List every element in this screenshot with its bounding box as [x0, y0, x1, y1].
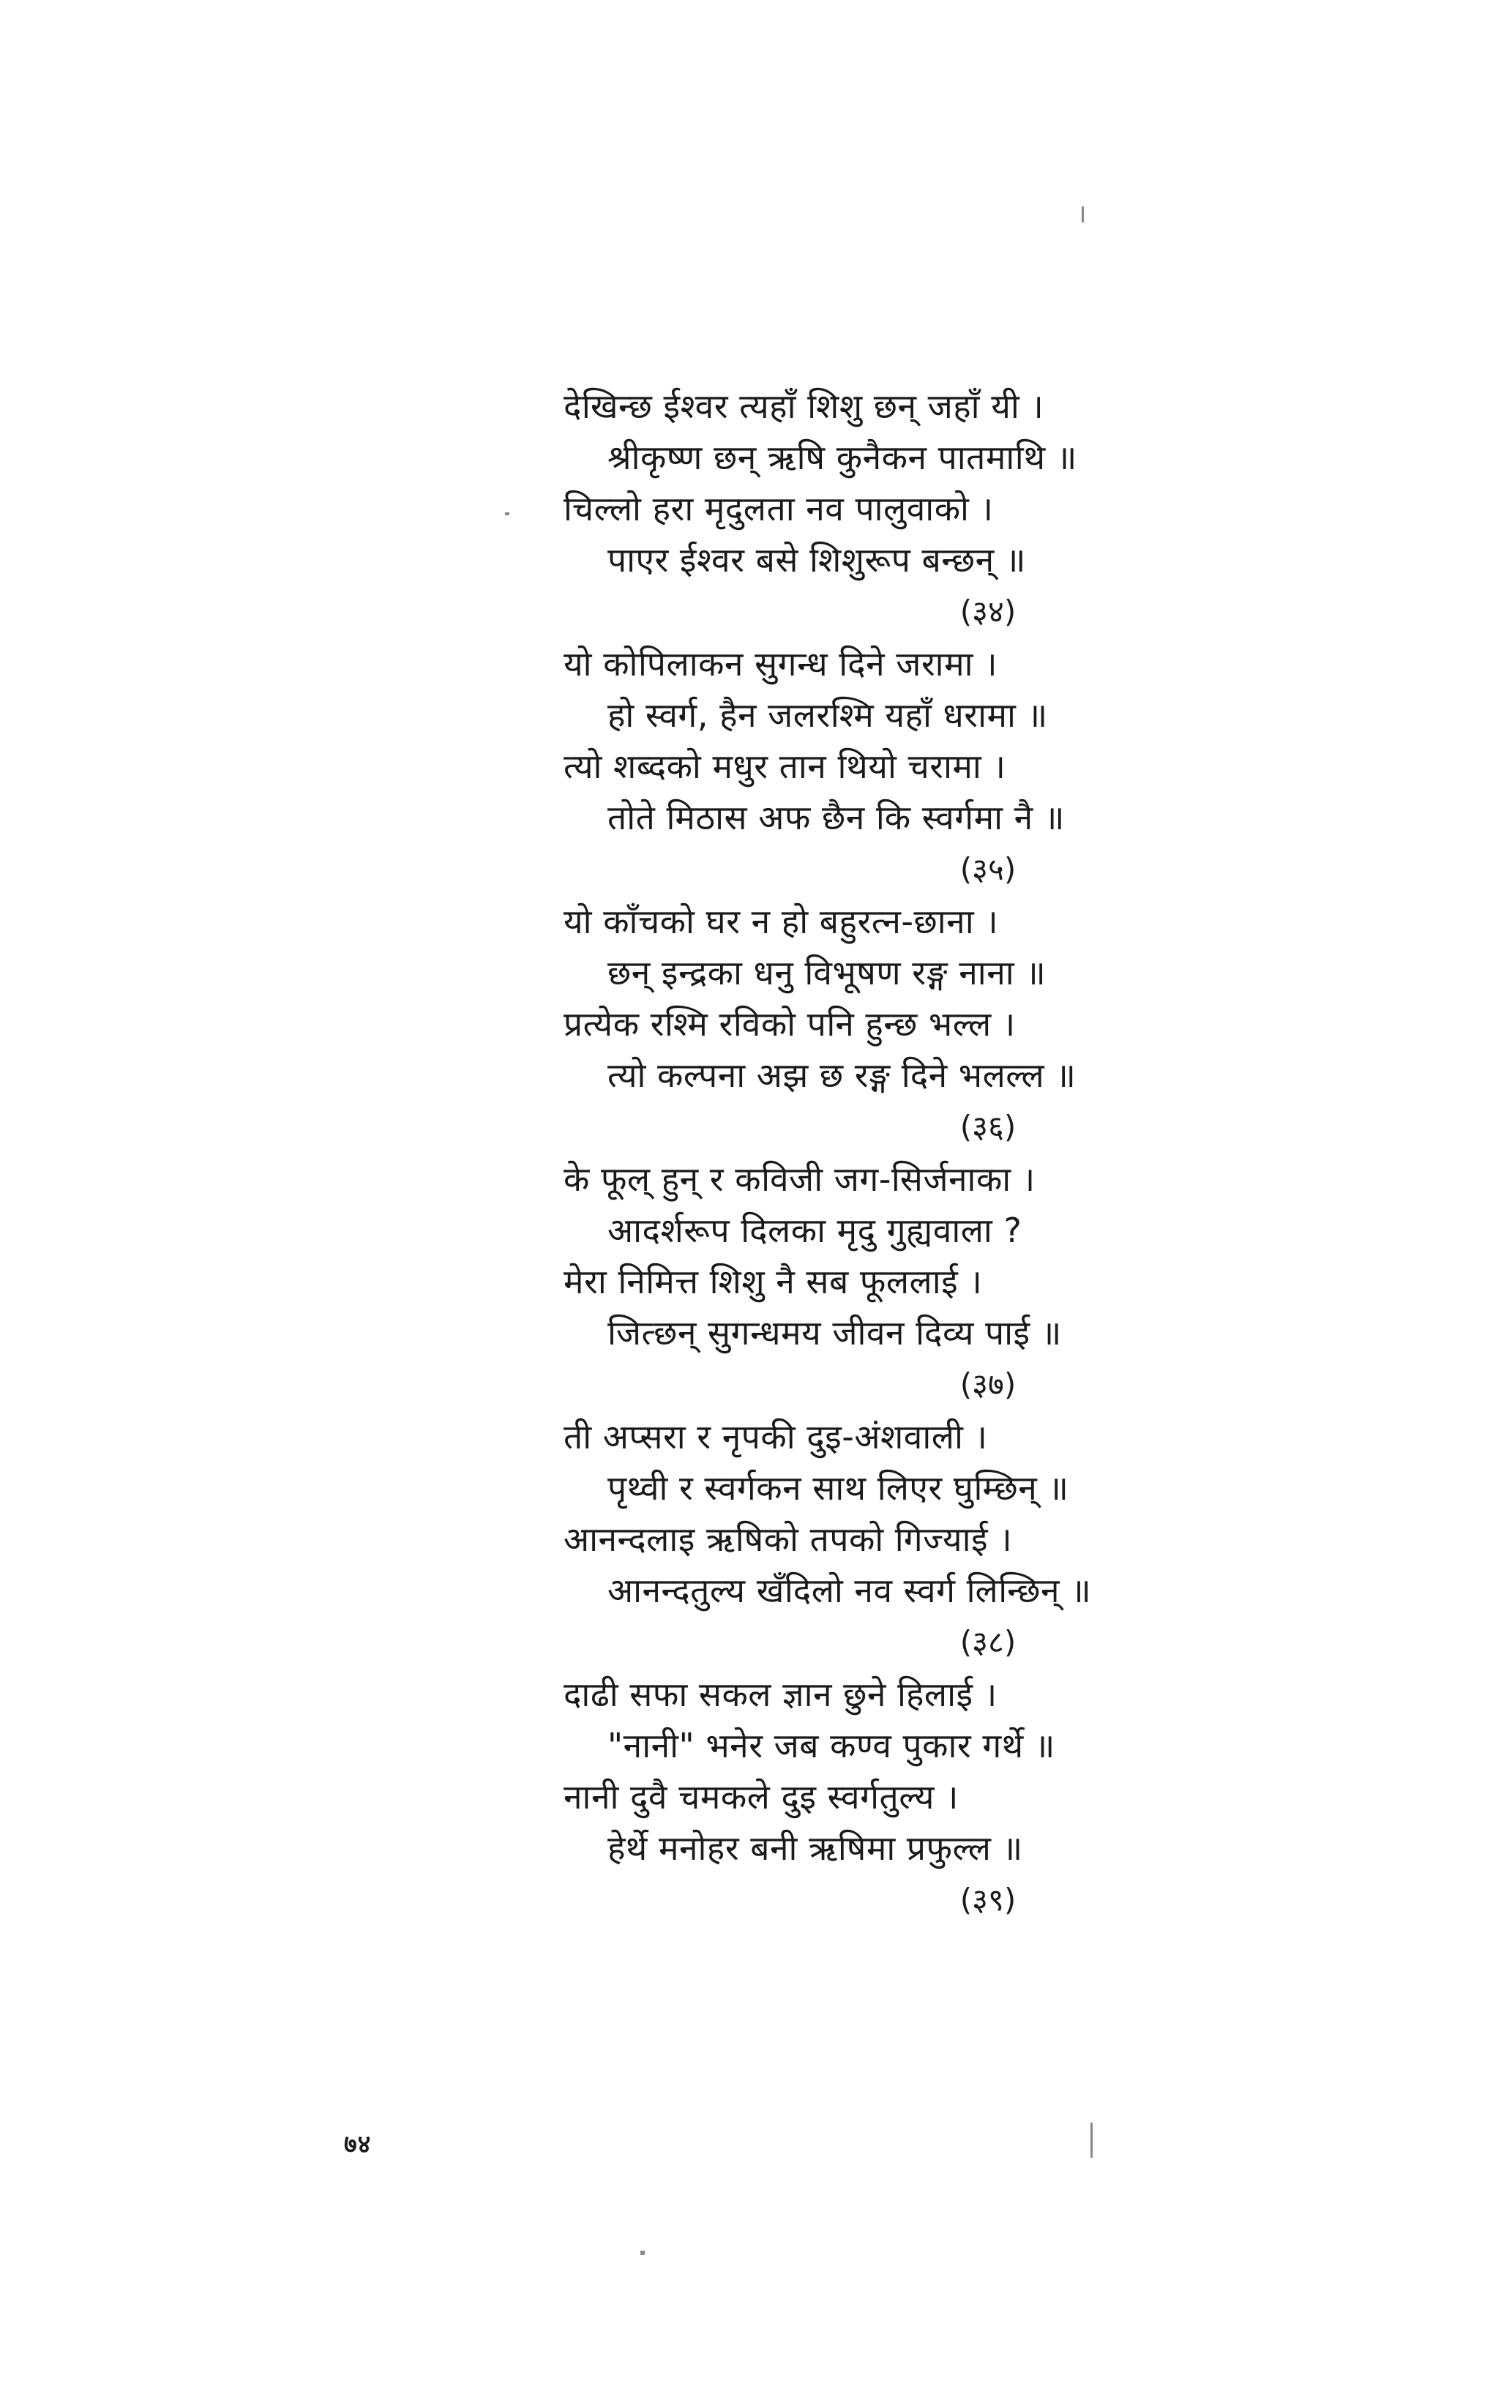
- stanza: [564, 896, 1295, 1153]
- verse-line: त्यो शब्दको मधुर तान थियो चरामा ।: [564, 747, 1006, 786]
- verse-line: आनन्दलाइ ऋषिको तपको गिज्याई ।: [564, 1519, 1013, 1559]
- verse-line: दाढी सफा सकल ज्ञान छुने हिलाई ।: [564, 1675, 998, 1714]
- verse-line: जित्छन् सुगन्धमय जीवन दिव्य पाई ॥: [607, 1313, 1062, 1353]
- stanza: [564, 381, 1295, 638]
- verse-line: हेर्थे मनोहर बनी ऋषिमा प्रफुल्ल ॥: [607, 1828, 1023, 1868]
- verse-line: ती अप्सरा र नृपकी दुइ-अंशवाली ।: [564, 1417, 988, 1457]
- verse-number: (३८): [959, 1624, 1017, 1660]
- verse-line: पृथ्वी र स्वर्गकन साथ लिएर घुम्छिन् ॥: [607, 1468, 1069, 1508]
- verse-line: यो कोपिलाकन सुगन्ध दिने जरामा ।: [564, 644, 998, 684]
- verse-line: पाएर ईश्वर बसे शिशुरूप बन्छन् ॥: [607, 540, 1026, 580]
- scan-mark: [1082, 206, 1084, 223]
- verse-line: देखिन्छ ईश्वर त्यहाँ शिशु छन् जहाँ यी ।: [564, 386, 1044, 426]
- verse-line: नानी दुवै चमकले दुइ स्वर्गतुल्य ।: [564, 1777, 959, 1817]
- verse-line: यो काँचको घर न हो बहुरत्न-छाना ।: [564, 902, 999, 941]
- verse-line: तोते मिठास अफ छैन कि स्वर्गमा नै ॥: [607, 798, 1065, 837]
- verse-number: (३५): [959, 851, 1017, 887]
- stanza: [564, 1411, 1295, 1669]
- verse-line: "नानी" भनेर जब कण्व पुकार गर्थे ॥: [607, 1726, 1055, 1765]
- verse-line: श्रीकृष्ण छन् ऋषि कुनैकन पातमाथि ॥: [607, 438, 1077, 477]
- verse-line: मेरा निमित्त शिशु नै सब फूललाई ।: [564, 1262, 983, 1301]
- verse-number: (३४): [959, 594, 1017, 629]
- verse-line: आदर्शरूप दिलका मृदु गुह्यवाला ?: [607, 1211, 1022, 1250]
- poem-body: [564, 381, 1295, 1926]
- stanza: [564, 1153, 1295, 1411]
- scan-mark: [1090, 2123, 1093, 2158]
- verse-line: के फूल् हुन् र कविजी जग-सिर्जनाका ।: [564, 1159, 1036, 1199]
- verse-line: त्यो कल्पना अझ छ रङ्ग दिने भलल्ल ॥: [607, 1055, 1077, 1095]
- verse-line: प्रत्येक रश्मि रविको पनि हुन्छ भल्ल ।: [564, 1004, 1016, 1044]
- verse-number: (३९): [959, 1882, 1017, 1918]
- stanza: [564, 1669, 1295, 1926]
- verse-line: आनन्दतुल्य खँदिलो नव स्वर्ग लिन्छिन् ॥: [607, 1571, 1092, 1610]
- verse-line: चिल्लो हरा मृदुलता नव पालुवाको ।: [564, 489, 994, 528]
- verse-number: (३६): [959, 1109, 1017, 1145]
- scan-mark: [640, 2251, 645, 2255]
- stanza: [564, 638, 1295, 896]
- page-number: ७४: [344, 2130, 372, 2159]
- verse-line: हो स्वर्ग, हैन जलरश्मि यहाँ धरामा ॥: [607, 695, 1048, 735]
- scan-mark: [505, 512, 509, 515]
- verse-line: छन् इन्द्रका धनु विभूषण रङ्ग नाना ॥: [607, 953, 1047, 992]
- verse-number: (३७): [959, 1366, 1017, 1402]
